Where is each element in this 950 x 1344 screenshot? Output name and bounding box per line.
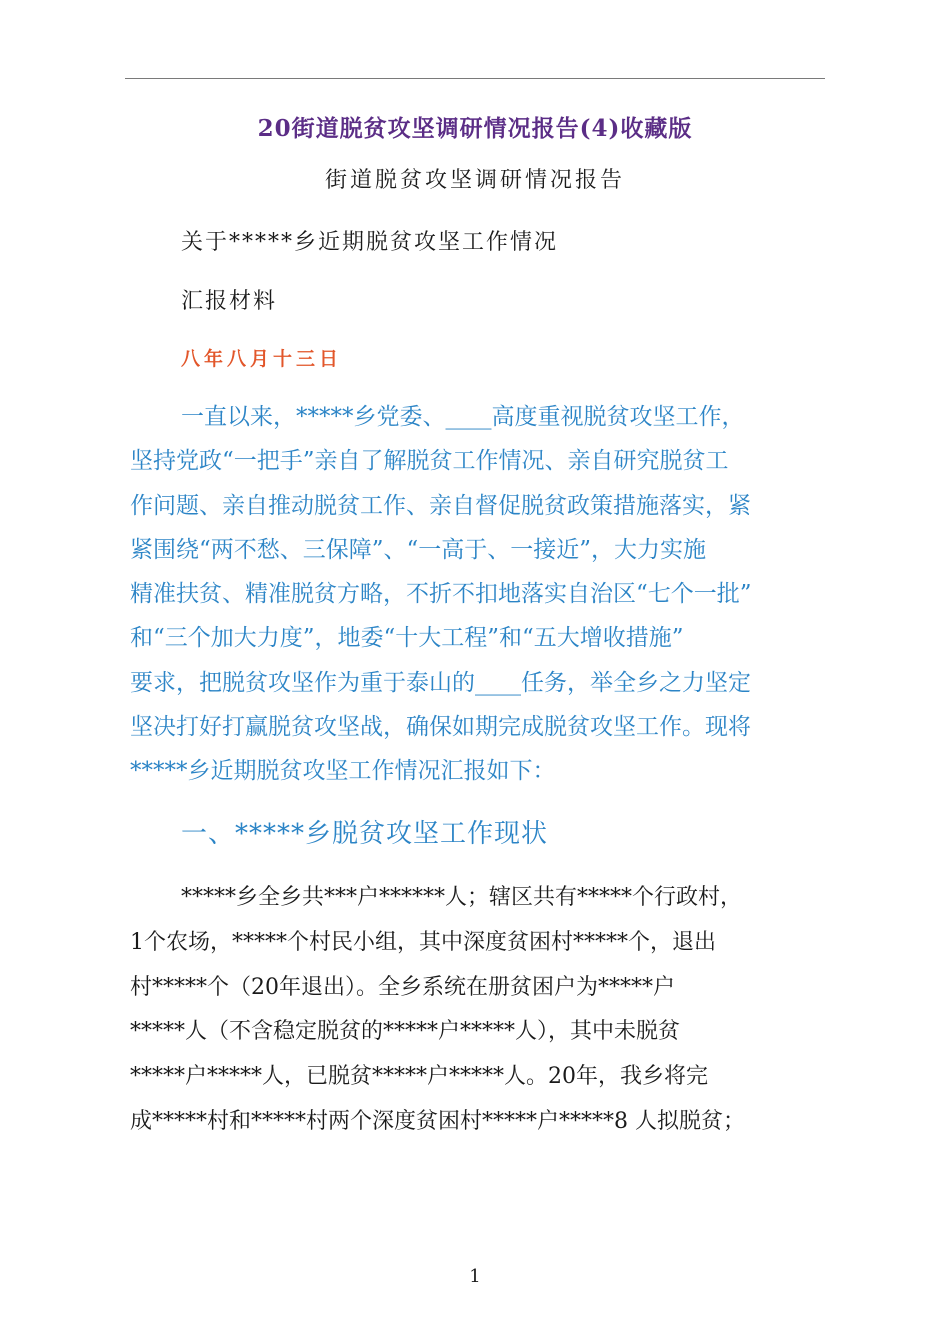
paragraph-line: 和“三个加大力度”，地委“十大工程”和“五大增收措施” — [130, 625, 684, 652]
paragraph-line: *****乡近期脱贫攻坚工作情况汇报如下： — [130, 758, 556, 785]
paragraph-line: *****户*****人，已脱贫*****户*****人。20年，我乡将完 — [130, 1064, 708, 1090]
paragraph-line: 一直以来，*****乡党委、____高度重视脱贫攻坚工作， — [181, 404, 745, 430]
paragraph-line: 坚决打好打赢脱贫攻坚战，确保如期完成脱贫攻坚工作。现将 — [130, 714, 751, 741]
report-topic-line: 关于*****乡近期脱贫攻坚工作情况 — [181, 230, 559, 255]
paragraph-line: 成*****村和*****村两个深度贫困村*****户*****8 人拟脱贫； — [130, 1108, 745, 1134]
paragraph-line: 坚持党政“一把手”亲自了解脱贫工作情况、亲自研究脱贫工 — [130, 448, 729, 475]
intro-paragraph — [130, 395, 830, 794]
paragraph-line: *****人（不含稳定脱贫的*****户*****人），其中未脱贫 — [130, 1019, 681, 1045]
header-rule — [125, 78, 825, 79]
paragraph-line: 紧围绕“两不愁、三保障”、“一高于、一接近”，大力实施 — [130, 536, 707, 563]
paragraph-line: *****乡全乡共***户******人；辖区共有*****个行政村， — [181, 885, 743, 910]
paragraph-line: 1个农场，*****个村民小组，其中深度贫困村*****个，退出 — [130, 929, 716, 955]
status-paragraph — [130, 876, 835, 1145]
document-subtitle: 街道脱贫攻坚调研情况报告 — [324, 168, 625, 193]
page-number: 1 — [469, 1266, 481, 1287]
paragraph-line: 要求，把脱贫攻坚作为重于泰山的____任务，举全乡之力坚定 — [130, 669, 751, 696]
paragraph-line: 精准扶贫、精准脱贫方略，不折不扣地落实自治区“七个一批” — [130, 581, 752, 608]
paragraph-line: 作问题、亲自推动脱贫工作、亲自督促脱贫政策措施落实，紧 — [130, 492, 751, 519]
paragraph-line: 村*****个（20年退出）。全乡系统在册贫困户为*****户 — [130, 974, 675, 1000]
report-date: 八年八月十三日 — [181, 348, 343, 370]
report-type-line: 汇报材料 — [181, 289, 278, 314]
document-title: 20街道脱贫攻坚调研情况报告(4)收藏版 — [257, 115, 693, 142]
section-heading: 一、*****乡脱贫攻坚工作现状 — [181, 819, 549, 849]
